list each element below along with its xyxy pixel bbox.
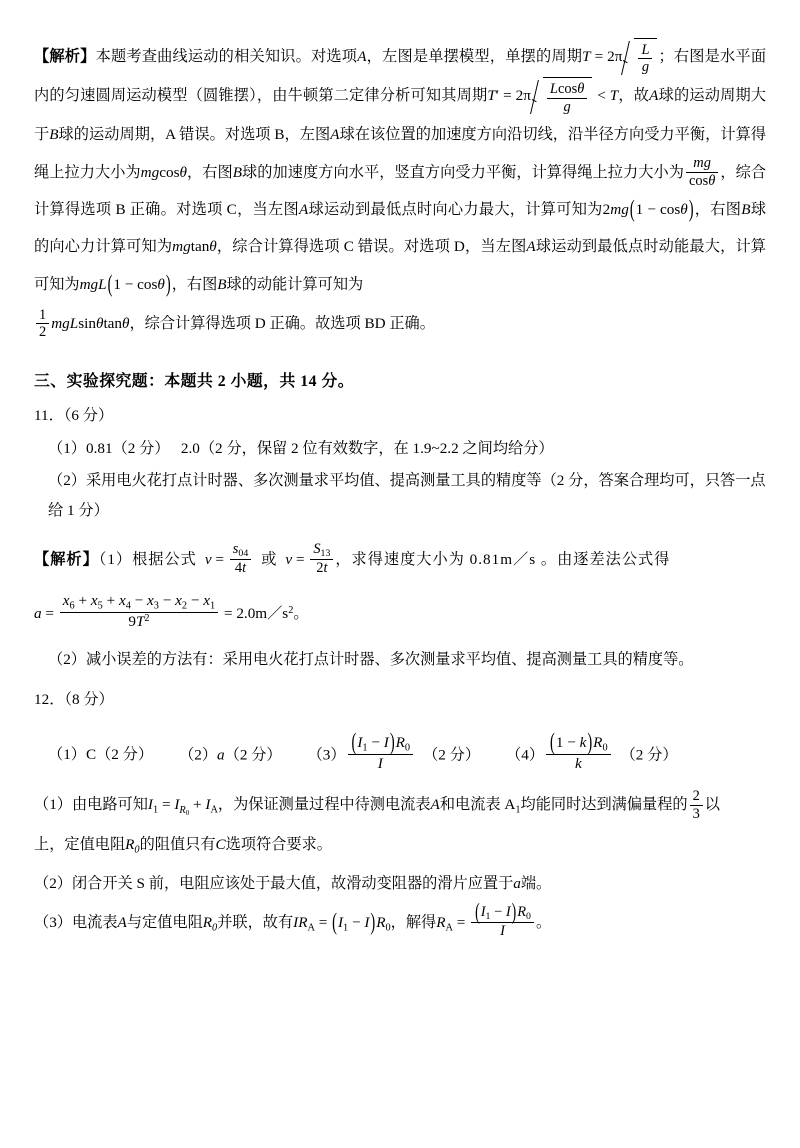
- analysis-text-6: 球的运动周期，A 错误。对选项 B，左图: [58, 126, 331, 144]
- var-B-2: B: [232, 163, 242, 181]
- var-B-3: B: [741, 200, 751, 218]
- analysis-text-2: ，左图是单摆模型，单摆的周期: [366, 48, 583, 66]
- analysis-text-17: 球的动能计算可知为: [226, 275, 364, 293]
- formula-v-s04: v = $\frac{s_{04}}{4t}$: [205, 551, 253, 568]
- question-12-answer-4-score: （2 分）: [620, 746, 678, 764]
- formula-answer-3: $\frac{(I_1 - I)R_0}{I}$: [346, 746, 416, 763]
- q12-sol2-text-a: （2）闭合开关 S 前，电阻应该处于最大值，故滑动变阻器的滑片应置于: [34, 874, 514, 892]
- question-12-solution-3: [34, 898, 766, 941]
- formula-half-mgL-sin-tan: $\frac{1}{2}$ mgLsinθtanθ: [34, 315, 129, 332]
- formula-period-T-prime: T′ = 2π $\frac{Lcos\theta}{g}$ < T: [487, 87, 618, 104]
- var-B-1: B: [49, 126, 59, 144]
- q12-sol3-R0: $R_0$: [202, 914, 218, 934]
- var-A-5: A: [526, 238, 536, 256]
- question-12-answer-1: （1）C（2 分）: [48, 746, 154, 764]
- q12-sol1-text-f: 的阻值只有: [139, 835, 216, 853]
- analysis-text-13: 球的向心力计算可知为: [34, 200, 767, 256]
- question-12-solution-1-tail: [34, 826, 766, 863]
- formula-IRA: $IR_A = (I_1 - I)R_0$: [293, 908, 391, 937]
- question-12-answer-3-label: （3）: [307, 746, 346, 764]
- question-12-answer-4-label: （4）: [506, 746, 545, 764]
- analysis-text-8: ，右图: [186, 163, 233, 181]
- q12-sol2-var-a: a: [513, 874, 521, 892]
- question-12-answers-row: [34, 728, 766, 773]
- analysis-label: 【解析】: [34, 48, 96, 66]
- q12-sol1-R0: $R_0$: [125, 835, 140, 855]
- q12-sol1-text-a: （1）由电路可知: [34, 796, 148, 814]
- q12-sol3-var-A: A: [117, 914, 127, 932]
- q12-sol1-var-A: A: [430, 796, 440, 814]
- var-B-4: B: [217, 275, 227, 293]
- q12-sol3-text-c: 并联，故有: [217, 914, 294, 932]
- analysis-text-15: 球运动到最低点时动能最大，计算可知为: [34, 238, 766, 293]
- var-A-1: A: [357, 48, 367, 66]
- question-12-solution-2: [34, 865, 766, 902]
- formula-I1-eq: $I_1 = I_{R_0} + I_A$: [147, 796, 218, 817]
- q12-sol1-text-e: 上，定值电阻: [34, 835, 126, 853]
- question-12-answer-2-prefix: （2）a（2 分）: [179, 746, 282, 764]
- var-A-3: A: [330, 126, 340, 144]
- question-11-answer-1: （1）0.81（2 分） 2.0（2 分，保留 2 位有效数字，在 1.9~2.2 之间均给分）: [48, 439, 554, 457]
- formula-mg-over-costheta: $\frac{mg}{\cos\theta}$: [684, 164, 720, 181]
- formula-period-T: T = 2π $\frac{L}{g}$: [582, 48, 658, 65]
- question-11-number: 11．（6 分）: [34, 407, 114, 425]
- formula-answer-4: $\frac{(1 - k)R_0}{k}$: [544, 746, 613, 763]
- var-A-2: A: [649, 87, 659, 105]
- question-11-analysis-or: 或: [261, 550, 278, 568]
- analysis-text-14: ，综合计算得选项 C 错误。对选项 D，当左图: [216, 238, 527, 256]
- formula-v-S13: v = $\frac{S_{13}}{2t}$: [285, 551, 335, 568]
- analysis-text-7: 球在该位置的加速度方向沿切线，沿半径方向受力平衡，计算得绳上拉力大小为: [34, 126, 767, 181]
- q12-sol1-text-g: 选项符合要求。: [225, 835, 332, 853]
- section-3-title: 三、实验探究题：本题共 2 小题，共 14 分。: [34, 373, 355, 391]
- q12-sol3-text-a: （3）电流表: [34, 914, 118, 932]
- question-11-answer-3: （2）减小误差的方法有：采用电火花打点计时器、多次测量求平均值、提高测量工具的精度等。: [48, 650, 694, 668]
- formula-RA-result: $R_A$ = $\frac{(I_1 - I)R_0}{I}$: [436, 914, 536, 931]
- formula-acceleration-display: a = $\frac{x_6 + x_5 + x_4 - x_3 - x_2 - x_1}{9T^2}$ = $2.0m/s^2$。: [34, 592, 309, 631]
- var-A-4: A: [299, 200, 309, 218]
- analysis-text-4: ，故: [618, 87, 650, 105]
- q12-sol2-text-b: 端。: [520, 874, 552, 892]
- analysis-paragraph-1: [34, 38, 766, 303]
- question-12-number: 12．（8 分）: [34, 691, 114, 709]
- analysis-text-1: 本题考查曲线运动的相关知识。对选项: [95, 48, 358, 66]
- formula-2mg-1-costheta: 2mg(1 − cosθ): [602, 195, 694, 224]
- question-12-answer-3-score: （2 分）: [423, 746, 481, 764]
- q12-sol3-text-e: 。: [535, 914, 552, 932]
- question-11-analysis-text-1: （1）根据公式: [98, 550, 197, 568]
- q12-sol3-text-d: ，解得: [390, 914, 437, 932]
- q12-sol1-text-d: 以: [704, 796, 720, 814]
- formula-mgtantheta: mgtanθ: [172, 238, 217, 256]
- formula-two-thirds: $\frac{2}{3}$: [688, 796, 705, 813]
- q12-sol3-text-b: 与定值电阻: [126, 914, 203, 932]
- analysis-text-11: 球运动到最低点时向心力最大，计算可知为: [308, 200, 603, 218]
- question-11-answer-2: （2）采用电火花打点计时器、多次测量求平均值、提高测量工具的精度等（2 分，答案合理均可，只答一点给 1 分）: [48, 471, 766, 520]
- analysis-text-18: ，综合计算得选项 D 正确。故选项 BD 正确。: [129, 314, 435, 332]
- analysis-text-3: ；右图是水平面内的匀速圆周运动模型（圆锥摆），由牛顿第二定律分析可知其周期: [34, 48, 767, 105]
- question-11-analysis-text-2: ，求得速度大小为 0.81m／s 。由逐差法公式得: [335, 550, 671, 568]
- question-11-analysis-label: 【解析】: [34, 550, 99, 568]
- q12-sol1-text-c: 和电流表 $A_1$均能同时达到满偏量程的: [439, 796, 688, 816]
- question-12-solution-1: [34, 786, 766, 823]
- analysis-paragraph-1-tail: [34, 305, 766, 342]
- analysis-text-10: ，综合计算得选项 B 正确。对选项 C，当左图: [34, 163, 767, 218]
- question-11-analysis: [34, 541, 766, 578]
- formula-mgL-1-costheta: mgL(1 − cosθ): [79, 270, 171, 298]
- formula-mgcostheta: mgcosθ: [140, 163, 187, 181]
- q12-sol1-text-b: ，为保证测量过程中待测电流表: [217, 796, 431, 814]
- q12-sol1-var-C: C: [215, 835, 226, 853]
- analysis-text-16: ，右图: [171, 275, 218, 293]
- analysis-text-5: 球的运动周期大于: [34, 87, 767, 144]
- analysis-text-9: 球的加速度方向水平，竖直方向受力平衡，计算得绳上拉力大小为: [242, 163, 684, 181]
- analysis-text-12: ，右图: [694, 200, 742, 218]
